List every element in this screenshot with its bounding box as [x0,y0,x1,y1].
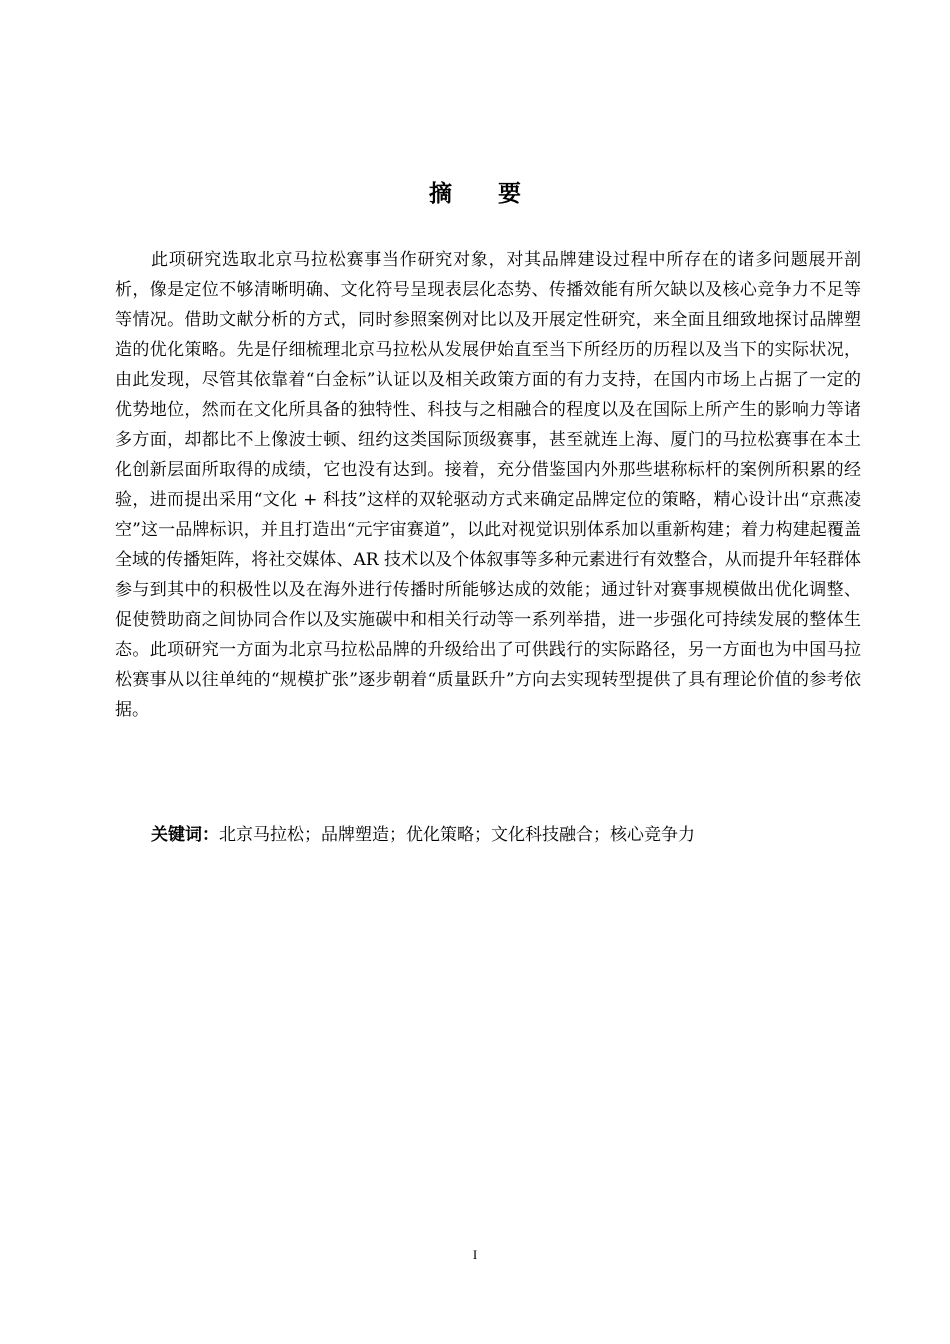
keywords-list: 北京马拉松；品牌塑造；优化策略；文化科技融合；核心竞争力 [219,825,695,845]
keywords-line [151,820,861,850]
keywords-label: 关键词： [151,825,219,845]
title-char-2: 要 [498,181,521,207]
abstract-body: 此项研究选取北京马拉松赛事当作研究对象，对其品牌建设过程中所存在的诸多问题展开剖析，像是定位不够清晰明确、文化符号呈现表层化态势、传播效能有所欠缺以及核心竞争力不足等等情况。借助文献分析的方式，同时参照案例对比以及开展定性研究，来全面且细致地探讨品牌塑造的优化策略。先是仔细梳理北京马拉松从发展伊始直至当下所经历的历程以及当下的实际状况，由此发现，尽管其依靠着“白金标”认证以及相关政策方面的有力支持，在国内市场上占据了一定的优势地位，然而在文化所具备的独特性、科技与之相融合的程度以及在国际上所产生的影响力等诸多方面，却都比不上像波士顿、纽约这类国际顶级赛事，甚至就连上海、厦门的马拉松赛事在本土化创新层面所取得的成绩，它也没有达到。接着，充分借鉴国内外那些堪称标杆的案例所积累的经验，进而提出采用“文化 + 科技”这样的双轮驱动方式来确定品牌定位的策略，精心设计出“京燕凌空”这一品牌标识，并且打造出“元宇宙赛道”，以此对视觉识别体系加以重新构建；着力构建起覆盖全域的传播矩阵，将社交媒体、AR 技术以及个体叙事等多种元素进行有效整合，从而提升年轻群体参与到其中的积极性以及在海外进行传播时所能够达成的效能；通过针对赛事规模做出优化调整、促使赞助商之间协同合作以及实施碳中和相关行动等一系列举措，进一步强化可持续发展的整体生态。此项研究一方面为北京马拉松品牌的升级给出了可供践行的实际路径，另一方面也为中国马拉松赛事从以往单纯的“规模扩张”逐步朝着“质量跃升”方向去实现转型提供了具有理论价值的参考依据。 [115,250,861,720]
title-char-1: 摘 [429,181,452,207]
page-number: I [472,1247,478,1262]
abstract-title [0,178,950,210]
